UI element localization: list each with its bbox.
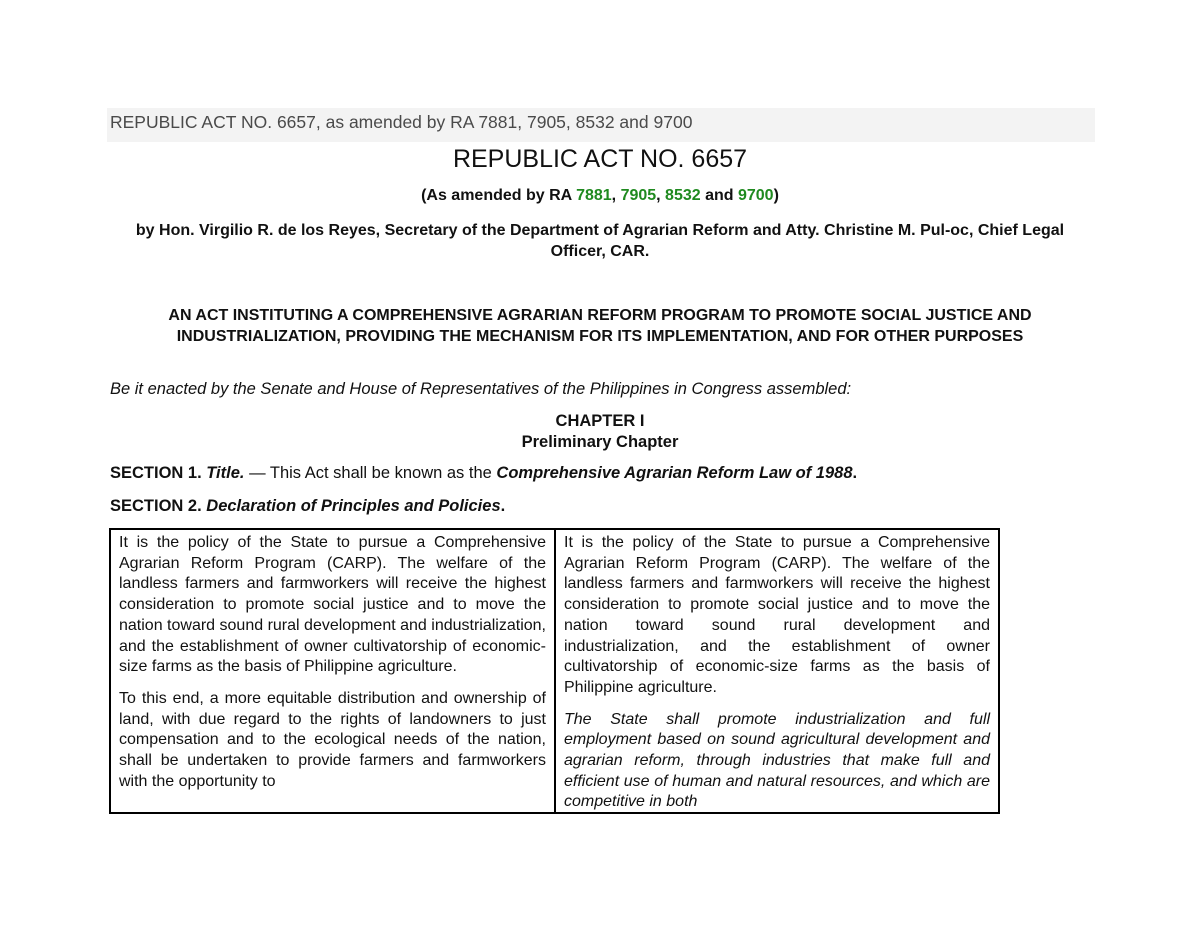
act-title: AN ACT INSTITUTING A COMPREHENSIVE AGRARIAN REFORM PROGRAM TO PROMOTE SOCIAL JUSTICE AND INDUSTRIALIZATION, PROVIDING THE MECHANISM FOR ITS IMPLEMENTATION, AND FOR OTHER PURPOSES <box>168 307 1032 345</box>
section-1-end: . <box>852 464 858 482</box>
section-1-label: SECTION 1. <box>110 464 202 482</box>
original-text-column <box>111 530 556 812</box>
chapter-heading <box>0 411 1200 453</box>
amendment-link-7905[interactable]: 7905 <box>620 187 657 204</box>
comparison-table <box>109 528 1000 814</box>
section-2 <box>110 497 505 516</box>
amendment-prefix: (As amended by RA <box>421 187 577 204</box>
amendment-line <box>0 187 1200 205</box>
amended-paragraph-new: The State shall promote industrialization and full employment based on sound agricultural development and agrarian reform, through industries that make full and efficient use of human and natural resources, and which are competitive in both <box>564 710 990 811</box>
authors-line: by Hon. Virgilio R. de los Reyes, Secretary of the Department of Agrarian Reform and Atty. Christine M. Pul-oc, Chief Legal Officer, CAR. <box>135 222 1065 260</box>
running-header: REPUBLIC ACT NO. 6657, as amended by RA 7881, 7905, 8532 and 9700 <box>110 112 693 132</box>
amendment-link-9700[interactable]: 9700 <box>737 187 774 204</box>
document-title: REPUBLIC ACT NO. 6657 <box>452 145 748 173</box>
section-2-title: Declaration of Principles and Policies <box>206 497 501 515</box>
amendment-separator: and <box>700 187 738 204</box>
section-1-text: — This Act shall be known as the <box>244 464 497 482</box>
section-1 <box>110 464 857 483</box>
original-paragraph: It is the policy of the State to pursue a Comprehensive Agrarian Reform Program (CARP). The welfare of the landless farmers and farmworkers will receive the highest consideration to promote social justice and to move the nation toward sound rural development and industrialization, and the establishment of owner cultivatorship of economic-size farms as the basis of Philippine agriculture. <box>119 534 546 676</box>
chapter-name: Preliminary Chapter <box>521 433 679 451</box>
amendment-suffix: ) <box>773 187 779 204</box>
amendment-separator: , <box>656 187 666 204</box>
original-paragraph: To this end, a more equitable distribution and ownership of land, with due regard to the rights of landowners to just compensation and to the ecological needs of the nation, shall be undertaken to provide farmers and farmworkers with the opportunity to <box>119 689 546 790</box>
amendment-separator: , <box>611 187 621 204</box>
amended-text-column <box>556 530 998 812</box>
enacting-clause: Be it enacted by the Senate and House of Representatives of the Philippines in Congress assembled: <box>110 380 852 398</box>
amended-paragraph: It is the policy of the State to pursue a Comprehensive Agrarian Reform Program (CARP). The welfare of the landless farmers and farmworkers will receive the highest consideration to promote social justice and to move the nation toward sound rural development and industrialization, and the establishment of owner cultivatorship of economic-size farms as the basis of Philippine agriculture. <box>564 534 990 696</box>
section-1-law-name: Comprehensive Agrarian Reform Law of 1988 <box>496 464 853 482</box>
chapter-number: CHAPTER I <box>555 412 645 430</box>
section-1-title: Title. <box>206 464 245 482</box>
section-2-end: . <box>500 497 506 515</box>
amendment-link-8532[interactable]: 8532 <box>665 187 701 204</box>
amendment-link-7881[interactable]: 7881 <box>576 187 612 204</box>
section-2-label: SECTION 2. <box>110 497 202 515</box>
